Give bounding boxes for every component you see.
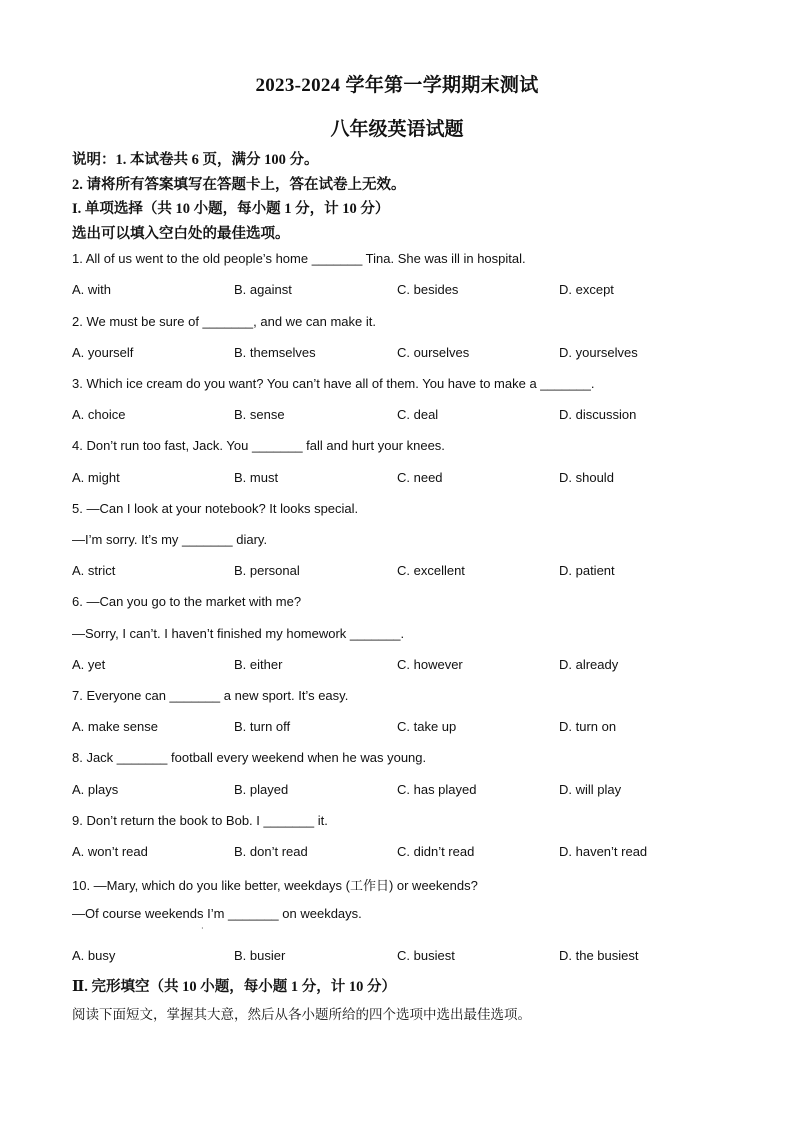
option-b: B. either (234, 657, 283, 672)
option-b: B. busier (234, 948, 286, 963)
question-options (72, 948, 772, 966)
question-stem: 7. Everyone can _______ a new sport. It’s easy. (72, 688, 349, 703)
question-options (72, 470, 772, 488)
option-b: B. don’t read (234, 844, 308, 859)
question-options (72, 844, 772, 862)
question-stem: 9. Don’t return the book to Bob. I _______ it. (72, 813, 328, 828)
stray-dot: · (201, 924, 204, 933)
option-b: B. personal (234, 563, 300, 578)
section1-instruction: 选出可以填入空白处的最佳选项。 (72, 226, 290, 242)
question-options (72, 782, 772, 800)
option-c: C. ourselves (397, 345, 470, 360)
section2-heading: Ⅱ. 完形填空（共 10 小题，每小题 1 分，计 10 分） (72, 979, 396, 995)
option-c: C. busiest (397, 948, 455, 963)
option-d: D. patient (559, 563, 615, 578)
option-b: B. turn off (234, 719, 291, 734)
question-options (72, 407, 772, 425)
question-stem: 10. —Mary, which do you like better, weekdays (工作日) or weekends? (72, 878, 478, 893)
question-stem: 2. We must be sure of _______, and we can make it. (72, 314, 376, 329)
question-options (72, 563, 772, 581)
option-a: A. strict (72, 563, 116, 578)
option-c: C. has played (397, 782, 477, 797)
option-a: A. plays (72, 782, 119, 797)
question-options (72, 282, 772, 300)
option-d: D. should (559, 470, 614, 485)
option-a: A. busy (72, 948, 116, 963)
option-a: A. yet (72, 657, 106, 672)
option-c: C. didn’t read (397, 844, 475, 859)
option-c: C. deal (397, 407, 439, 422)
section2-instruction: 阅读下面短文，掌握其大意，然后从各小题所给的四个选项中选出最佳选项。 (72, 1007, 531, 1023)
option-a: A. with (72, 282, 112, 297)
question-stem: 6. —Can you go to the market with me? (72, 594, 302, 609)
option-b: B. sense (234, 407, 285, 422)
option-a: A. won’t read (72, 844, 148, 859)
question-options (72, 345, 772, 363)
exam-title: 2023-2024 学年第一学期期末测试 (255, 75, 539, 96)
question-stem-reply: —Sorry, I can’t. I haven’t finished my homework _______. (72, 626, 405, 641)
option-a: A. might (72, 470, 120, 485)
question-stem-reply: —I’m sorry. It’s my _______ diary. (72, 532, 268, 547)
option-c: C. besides (397, 282, 459, 297)
option-a: A. yourself (72, 345, 134, 360)
note-line-1: 说明：1. 本试卷共 6 页，满分 100 分。 (72, 152, 319, 168)
question-options (72, 657, 772, 675)
option-b: B. played (234, 782, 289, 797)
option-d: D. turn on (559, 719, 617, 734)
option-d: D. discussion (559, 407, 637, 422)
option-b: B. themselves (234, 345, 316, 360)
option-d: D. haven’t read (559, 844, 648, 859)
question-stem: 1. All of us went to the old people’s home _______ Tina. She was ill in hospital. (72, 251, 526, 266)
option-d: D. except (559, 282, 614, 297)
option-c: C. however (397, 657, 463, 672)
question-stem: 3. Which ice cream do you want? You can’t have all of them. You have to make a _______. (72, 376, 595, 391)
option-d: D. will play (559, 782, 622, 797)
note-line-2: 2. 请将所有答案填写在答题卡上，答在试卷上无效。 (72, 177, 406, 193)
option-b: B. against (234, 282, 292, 297)
question-stem: 5. —Can I look at your notebook? It looks special. (72, 501, 359, 516)
question-stem-reply: —Of course weekends I’m _______ on weekdays. (72, 906, 362, 921)
question-options (72, 719, 772, 737)
question-stem: 4. Don’t run too fast, Jack. You _______ fall and hurt your knees. (72, 438, 445, 453)
option-c: C. take up (397, 719, 457, 734)
option-d: D. yourselves (559, 345, 638, 360)
option-c: C. need (397, 470, 443, 485)
option-a: A. make sense (72, 719, 158, 734)
section1-heading: I. 单项选择（共 10 小题，每小题 1 分，计 10 分） (72, 201, 390, 217)
question-stem: 8. Jack _______ football every weekend when he was young. (72, 750, 427, 765)
option-b: B. must (234, 470, 279, 485)
option-d: D. already (559, 657, 619, 672)
option-d: D. the busiest (559, 948, 639, 963)
option-a: A. choice (72, 407, 126, 422)
option-c: C. excellent (397, 563, 465, 578)
exam-subtitle: 八年级英语试题 (330, 119, 464, 140)
